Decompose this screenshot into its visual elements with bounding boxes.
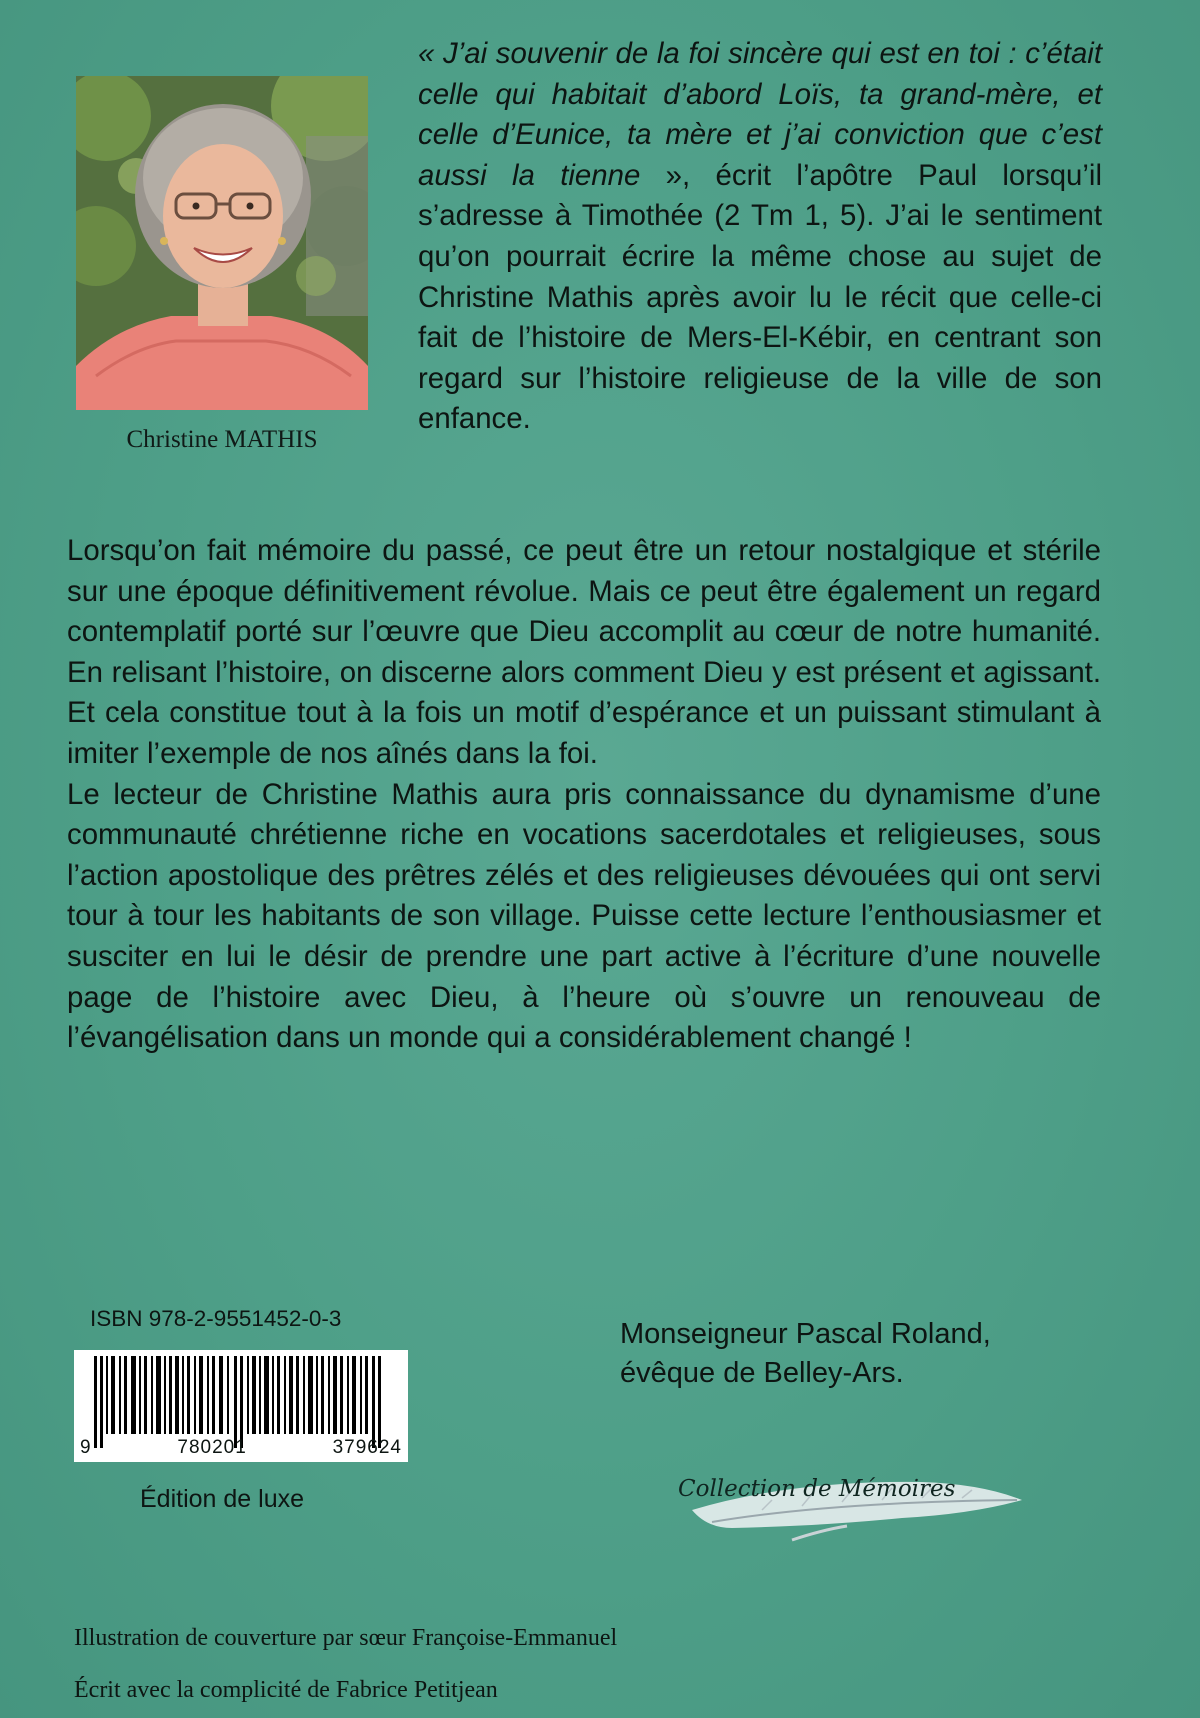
credits xyxy=(74,1612,617,1716)
barcode xyxy=(74,1350,408,1462)
edition-label: Édition de luxe xyxy=(140,1485,305,1513)
body-text xyxy=(67,531,1101,1059)
barcode-digit-group: 379624 xyxy=(332,1437,402,1458)
quote-plain-text: », écrit l’apôtre Paul lorsqu’il s’adresse à Timothée (2 Tm 1, 5). J’ai le sentiment qu’on pourrait écrire la même chose au sujet de Christine Mathis après avoir lu le récit que celle-ci fait de l’histoire de Mers-El-Kébir, en centrant son regard sur l’histoire religieuse de la ville de son enfance. xyxy=(418,158,1102,436)
isbn-label: ISBN 978-2-9551452-0-3 xyxy=(90,1306,342,1331)
collection-text: Collection de Mémoires xyxy=(678,1476,956,1502)
photo-caption: Christine MATHIS xyxy=(126,426,318,453)
barcode-digits xyxy=(80,1437,402,1459)
quote-paragraph xyxy=(418,34,1102,440)
signature xyxy=(620,1315,991,1393)
quote-italic-text: « J’ai souvenir de la foi sincère qui est en toi : c’était celle qui habitait d’abord Loïs, ta grand-mère, et celle d’Eunice, ta mère et j’ai conviction que c’est aussi la tienne xyxy=(418,37,1102,192)
body-paragraph-1: Lorsqu’on fait mémoire du passé, ce peut être un retour nostalgique et stérile sur une époque définitivement révolue. Mais ce peut être également un regard contemplatif porté sur l’œuvre que Dieu accomplit au cœur de notre humanité. En relisant l’histoire, on discerne alors comment Dieu y est présent et agissant. Et cela constitue tout à la fois un motif d’espérance et un puissant stimulant à imiter l’exemple de nos aînés dans la foi. xyxy=(67,534,1101,770)
barcode-digit-group: 9 xyxy=(80,1437,92,1458)
collection-logo xyxy=(672,1470,1032,1550)
author-photo xyxy=(76,76,368,410)
signature-name: Monseigneur Pascal Roland, xyxy=(620,1318,991,1350)
barcode-digit-group: 780201 xyxy=(177,1437,247,1458)
body-paragraph-2: Le lecteur de Christine Mathis aura pris connaissance du dynamisme d’une communauté chrétienne riche en vocations sacerdotales et religieuses, sous l’action apostolique des prêtres zélés et des religieuses dévouées qui ont servi tour à tour les habitants de son village. Puisse cette lecture l’enthousiasmer et susciter en lui le désir de prendre une part active à l’écriture d’une nouvelle page de l’histoire avec Dieu, à l’heure où s’ouvre un renouveau de l’évangélisation dans un monde qui a considérablement changé ! xyxy=(67,777,1101,1055)
credit-written-with: Écrit avec la complicité de Fabrice Petitjean xyxy=(74,1677,498,1703)
credit-illustration: Illustration de couverture par sœur Françoise-Emmanuel xyxy=(74,1625,618,1651)
signature-title: évêque de Belley-Ars. xyxy=(620,1357,904,1389)
